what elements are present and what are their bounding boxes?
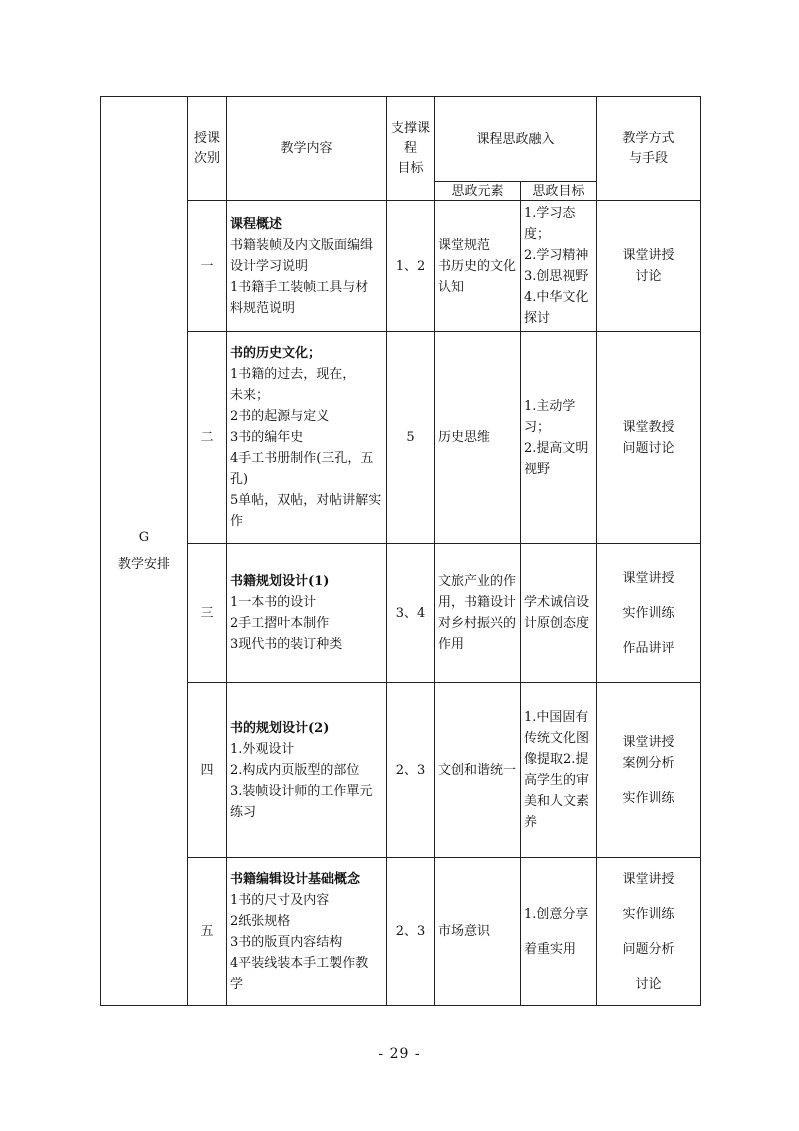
goals-cell: 1.学习态 度； 2.学习精神 3.创思视野 4.中华文化 探讨: [521, 201, 597, 332]
content-title: 课程概述: [230, 216, 283, 232]
content-cell: 书籍编辑设计基础概念 1书的尺寸及内容 2纸张规格 3书的版頁内容结构 4平装线装本手工製作教 学: [227, 858, 387, 1006]
support-cell: 2、3: [387, 683, 435, 858]
methods-cell: 课堂讲授 案例分析 实作训练: [597, 683, 701, 858]
section-cell: [101, 97, 188, 1006]
content-title: 书籍编辑设计基础概念: [230, 871, 361, 887]
table-row: [101, 858, 701, 1006]
session-number: 一: [188, 201, 227, 332]
content-cell: 书的规划设计(2) 1.外观设计 2.构成内页版型的部位 3.装帧设计师的工作單元 练习: [227, 683, 387, 858]
goals-cell: 1.创意分享 着重实用: [521, 858, 597, 1006]
content-title: 书籍规划设计(1): [230, 574, 330, 589]
table-row: [101, 201, 701, 332]
methods-cell: 课堂讲授 讨论: [597, 201, 701, 332]
goals-cell: 1.中国固有 传统文化图 像提取2.提 高学生的审 美和人文素 养: [521, 683, 597, 858]
section-code: G: [138, 530, 150, 545]
table-row: [101, 544, 701, 683]
methods-cell: 课堂讲授 实作训练 作品讲评: [597, 544, 701, 683]
header-support: 支撑课 程 目标: [387, 97, 435, 201]
table-row: [101, 683, 701, 858]
elements-cell: 文创和谐统一: [435, 683, 521, 858]
support-cell: 2、3: [387, 858, 435, 1006]
content-title: 书的规划设计(2): [230, 720, 330, 736]
goals-cell: 1.主动学 习； 2.提高文明 视野: [521, 332, 597, 544]
header-ideological: 课程思政融入: [435, 97, 597, 182]
table-row: [101, 332, 701, 544]
session-number: 五: [188, 858, 227, 1006]
elements-cell: 历史思维: [435, 332, 521, 544]
methods-cell: 课堂教授 问题讨论: [597, 332, 701, 544]
header-session: 授课 次别: [188, 97, 227, 201]
goals-cell: 学术诚信设 计原创态度: [521, 544, 597, 683]
session-number: 四: [188, 683, 227, 858]
support-cell: 5: [387, 332, 435, 544]
header-goals: 思政目标: [521, 182, 597, 201]
content-cell: 书的历史文化； 1书籍的过去，现在， 未来； 2书的起源与定义 3书的编年史 4手工书册制作(三孔，五 孔) 5单帖，双帖，对帖讲解实 作: [227, 332, 387, 544]
content-cell: 书籍规划设计(1) 1一本书的设计 2手工摺叶本制作 3现代书的装订种类: [227, 544, 387, 683]
session-number: 三: [188, 544, 227, 683]
header-elements: 思政元素: [435, 182, 521, 201]
content-cell: 课程概述 书籍装帧及内文版面编缉 设计学习说明 1书籍手工装帧工具与材 料规范说明: [227, 201, 387, 332]
content-title: 书的历史文化；: [230, 346, 322, 361]
support-cell: 3、4: [387, 544, 435, 683]
header-method: 教学方式 与手段: [597, 97, 701, 201]
elements-cell: 市场意识: [435, 858, 521, 1006]
support-cell: 1、2: [387, 201, 435, 332]
methods-cell: 课堂讲授 实作训练 问题分析 讨论: [597, 858, 701, 1006]
elements-cell: 课堂规范 书历史的文化 认知: [435, 201, 521, 332]
page-number: - 29 -: [378, 1046, 421, 1062]
course-schedule-table: [100, 96, 701, 1006]
elements-cell: 文旅产业的作 用，书籍设计 对乡村振兴的 作用: [435, 544, 521, 683]
header-content: 教学内容: [227, 97, 387, 201]
session-number: 二: [188, 332, 227, 544]
section-title: 教学安排: [117, 557, 170, 572]
